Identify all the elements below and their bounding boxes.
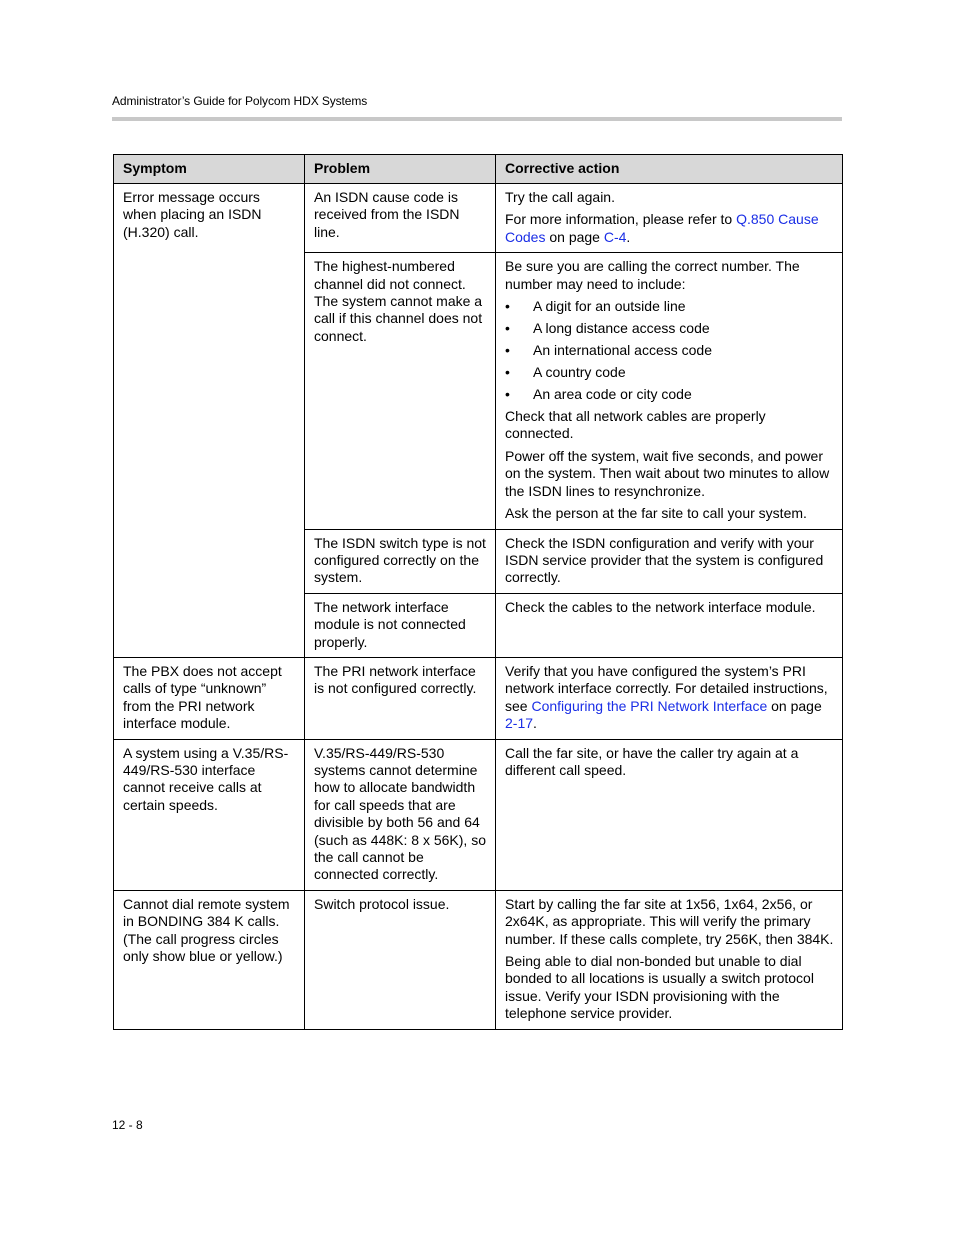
problem-cell: The PRI network interface is not configured correctly.: [305, 657, 496, 739]
action-text: [505, 211, 834, 246]
list-item: [505, 386, 834, 403]
table-row: [114, 739, 843, 890]
column-header-problem: Problem: [305, 155, 496, 184]
action-cell: Call the far site, or have the caller try again at a different call speed.: [496, 739, 843, 890]
problem-cell: The ISDN switch type is not configured correctly on the system.: [305, 529, 496, 593]
running-header: Administrator’s Guide for Polycom HDX Systems: [112, 94, 368, 108]
bullet-marker: •: [505, 363, 510, 380]
bullet-marker: •: [505, 385, 510, 402]
list-item-text: A long distance access code: [533, 319, 710, 336]
action-cell: Check the cables to the network interface module.: [496, 593, 843, 657]
list-item: [505, 298, 834, 315]
action-text: Power off the system, wait five seconds, and power on the system. Then wait about two minutes to allow the ISDN lines to resynchronize.: [505, 447, 830, 499]
symptom-cell: Cannot dial remote system in BONDING 384 K calls. (The call progress circles only show blue or yellow.): [114, 890, 305, 1029]
text-run: on page: [545, 228, 604, 245]
action-text: Start by calling the far site at 1x56, 1x64, 2x56, or 2x64K, as appropriate. This will verify the primary number. If these calls complete, try 256K, then 384K.: [505, 895, 834, 947]
table-row: [114, 657, 843, 739]
list-item: [505, 364, 834, 381]
action-text: Be sure you are calling the correct number. The number may need to include:: [505, 258, 800, 292]
action-text: Being able to dial non-bonded but unable to dial bonded to all locations is usually a switch protocol issue. Verify your ISDN provisioning with the telephone service provider.: [505, 953, 814, 1022]
troubleshooting-table: [113, 154, 843, 1030]
page-reference-link[interactable]: 2-17: [505, 715, 534, 732]
text-run: .: [533, 715, 537, 732]
bullet-marker: •: [505, 319, 510, 336]
problem-cell: Switch protocol issue.: [305, 890, 496, 1029]
action-cell: Check the ISDN configuration and verify with your ISDN service provider that the system is configured correctly.: [496, 529, 843, 593]
text-run: on page: [767, 697, 822, 714]
action-cell: [496, 657, 843, 739]
problem-cell: The network interface module is not connected properly.: [305, 593, 496, 657]
text-run: .: [626, 228, 631, 245]
action-cell: [496, 890, 843, 1029]
column-header-corrective-action: Corrective action: [496, 155, 843, 184]
page-number: 12 - 8: [112, 1118, 143, 1132]
text-run: For more information, please refer to: [505, 211, 737, 228]
cross-reference-link[interactable]: Q.850 Cause Codes: [505, 211, 819, 245]
page-reference-link[interactable]: C-4: [603, 228, 627, 245]
symptom-cell: A system using a V.35/RS-449/RS-530 interface cannot receive calls at certain speeds.: [114, 739, 305, 890]
action-cell: [496, 253, 843, 529]
table-header-row: [114, 155, 843, 184]
action-cell: [496, 184, 843, 253]
text-run: Verify that you have configured the system’s PRI network interface correctly. For detailed instructions, see: [505, 662, 828, 714]
bullet-marker: •: [505, 298, 510, 315]
list-item: [505, 320, 834, 337]
bullet-marker: •: [505, 341, 510, 358]
action-text: Ask the person at the far site to call your system.: [505, 505, 807, 522]
symptom-cell: Error message occurs when placing an ISDN (H.320) call.: [114, 184, 305, 658]
list-item-text: A digit for an outside line: [533, 298, 686, 315]
list-item-text: A country code: [533, 363, 626, 380]
list-item-text: An area code or city code: [533, 385, 692, 402]
table-row: [114, 184, 843, 253]
list-item: [505, 342, 834, 359]
symptom-cell: The PBX does not accept calls of type “unknown” from the PRI network interface module.: [114, 657, 305, 739]
problem-cell: An ISDN cause code is received from the ISDN line.: [305, 184, 496, 253]
table-row: [114, 890, 843, 1029]
problem-cell: The highest-numbered channel did not connect. The system cannot make a call if this channel does not connect.: [305, 253, 496, 529]
problem-cell: V.35/RS-449/RS-530 systems cannot determine how to allocate bandwidth for call speeds that are divisible by both 56 and 64 (such as 448K: 8 x 56K), so the call cannot be connected correctly.: [305, 739, 496, 890]
column-header-symptom: Symptom: [114, 155, 305, 184]
action-text: Check that all network cables are properly connected.: [505, 408, 766, 442]
cross-reference-link[interactable]: Configuring the PRI Network Interface: [531, 697, 768, 714]
action-text: Try the call again.: [505, 189, 615, 205]
list-item-text: An international access code: [533, 341, 712, 358]
header-rule: [112, 117, 842, 121]
bullet-list: [505, 298, 834, 403]
